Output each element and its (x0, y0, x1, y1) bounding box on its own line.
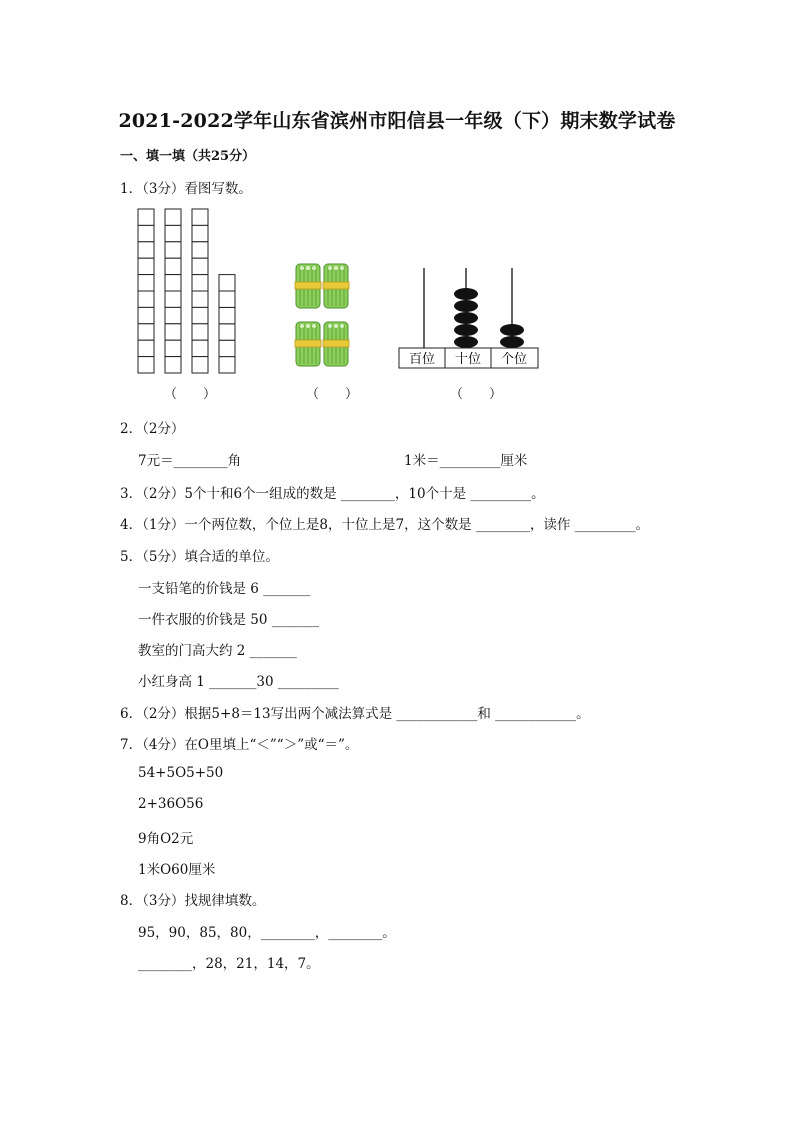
ten-rod-cube (165, 242, 181, 258)
stick-bundle (323, 264, 349, 308)
stick-bundle (323, 322, 349, 366)
ten-rod-cube (165, 340, 181, 356)
question-8: 8．（3分）找规律填数。 (120, 893, 266, 909)
q5-item: 教室的门高大约 2 _______ (138, 643, 297, 659)
answer-blank-2: （ ） (306, 387, 359, 402)
abacus-bead (454, 300, 478, 312)
q7-item: 2+36O56 (138, 796, 204, 812)
ten-rod-cube (138, 291, 154, 307)
ten-rod-cube (138, 258, 154, 274)
unit-cube (219, 275, 235, 291)
ten-rod-cube (138, 275, 154, 291)
abacus-bead (500, 324, 524, 336)
ten-rod-cube (165, 291, 181, 307)
section-heading: 一、填一填（共25分） (120, 149, 256, 164)
abacus-bead (454, 312, 478, 324)
abacus-bead (454, 324, 478, 336)
stick-bundle (295, 264, 321, 308)
ten-rod-cube (138, 307, 154, 323)
q5-item: 一支铅笔的价钱是 6 _______ (138, 581, 311, 597)
page-title: 2021-2022学年山东省滨州市阳信县一年级（下）期末数学试卷 (118, 110, 676, 132)
q8-item: 95，90，85，80，________，________。 (138, 925, 396, 941)
unit-cube (219, 340, 235, 356)
ten-rod-cube (165, 258, 181, 274)
ten-rod-cube (192, 291, 208, 307)
ten-rod-cube (138, 357, 154, 373)
abacus-label-hundreds: 百位 (408, 352, 436, 367)
ten-rod-cube (192, 275, 208, 291)
ten-rod-cube (192, 357, 208, 373)
abacus-label-tens: 十位 (454, 352, 482, 367)
q8-item: ________，28，21，14，7。 (138, 956, 320, 972)
ten-rod-cube (138, 209, 154, 225)
ten-rod-cube (192, 307, 208, 323)
ten-rod-cube (138, 225, 154, 241)
ten-rod-cube (165, 209, 181, 225)
ten-rod-cube (138, 340, 154, 356)
abacus-bead (454, 336, 478, 348)
ten-rod-cube (138, 242, 154, 258)
ten-rod-cube (165, 275, 181, 291)
abacus-label-ones: 个位 (500, 352, 528, 367)
unit-cube (219, 291, 235, 307)
abacus-bead (500, 336, 524, 348)
unit-cube (219, 357, 235, 373)
ten-rod-cube (138, 324, 154, 340)
q5-item: 一件衣服的价钱是 50 _______ (138, 612, 320, 628)
answer-blank-1: （ ） (164, 387, 217, 402)
stick-bundles-figure (294, 262, 354, 374)
ten-rod-cube (192, 209, 208, 225)
unit-cube (219, 324, 235, 340)
ten-rod-cube (165, 324, 181, 340)
q5-item: 小红身高 1 _______30 _________ (138, 674, 339, 690)
ten-rod-cube (165, 225, 181, 241)
question-1: 1．（3分）看图写数。 (120, 181, 252, 197)
abacus-figure (398, 266, 540, 370)
question-6: 6．（2分）根据5+8＝13写出两个减法算式是 ____________和 ____________。 (120, 706, 590, 722)
ten-rod-cube (192, 242, 208, 258)
q2-left-item: 7元＝________角 (138, 453, 242, 469)
answer-blank-3: （ ） (450, 387, 503, 402)
ten-rod-cube (165, 357, 181, 373)
q7-item: 9角O2元 (138, 831, 194, 847)
question-2: 2．（2分） (120, 421, 185, 437)
place-value-blocks-figure (136, 208, 236, 374)
unit-cube (219, 307, 235, 323)
ten-rod-cube (192, 258, 208, 274)
ten-rod-cube (192, 225, 208, 241)
question-7: 7．（4分）在O里填上“＜”“＞”或“＝”。 (120, 737, 359, 753)
question-3: 3．（2分）5个十和6个一组成的数是 ________，10个十是 _________。 (120, 486, 545, 502)
q2-right-item: 1米＝_________厘米 (404, 453, 528, 469)
q7-item: 1米O60厘米 (138, 862, 216, 878)
stick-bundle (295, 322, 321, 366)
question-5: 5．（5分）填合适的单位。 (120, 549, 279, 565)
question-4: 4．（1分）一个两位数，个位上是8，十位上是7，这个数是 ________，读作 _________。 (120, 517, 649, 533)
ten-rod-cube (192, 340, 208, 356)
q7-item: 54+5O5+50 (138, 765, 224, 781)
ten-rod-cube (192, 324, 208, 340)
ten-rod-cube (165, 307, 181, 323)
abacus-bead (454, 288, 478, 300)
